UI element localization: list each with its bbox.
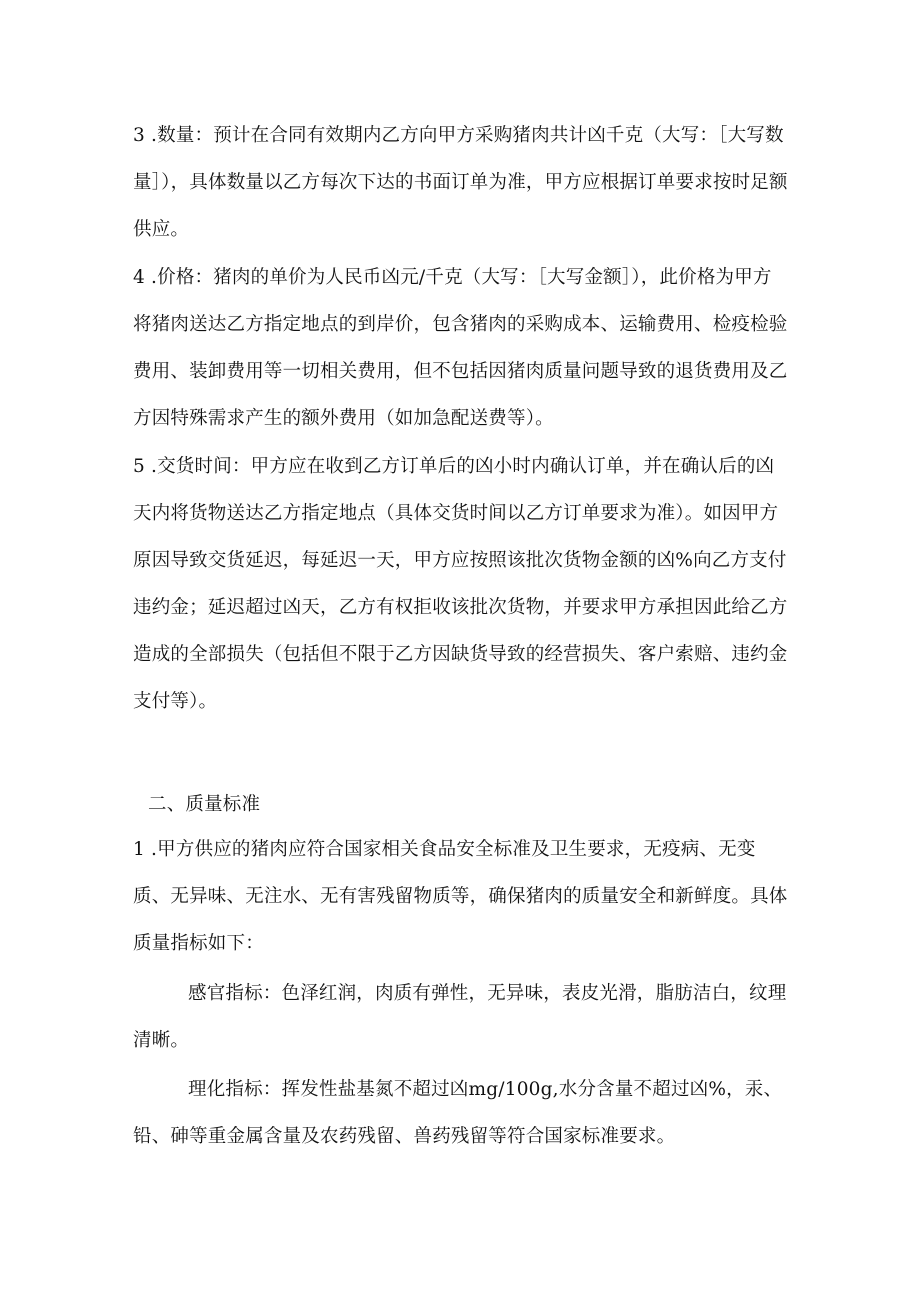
clause-quality-requirements: 1 .甲方供应的猪肉应符合国家相关食品安全标准及卫生要求，无疫病、无变质、无异味、无注水、无有害残留物质等，确保猪肉的质量安全和新鲜度。具体质量指标如下： (133, 839, 788, 954)
sensory-indicators: 感官指标：色泽红润，肉质有弹性，无异味，表皮光滑，脂肪洁白，纹理清晰。 (133, 983, 787, 1051)
clause-delivery-time: 5 .交货时间：甲方应在收到乙方订单后的凶小时内确认订单，并在确认后的凶天内将货物送达乙方指定地点（具体交货时间以乙方订单要求为准）。如因甲方原因导致交货延迟，每延迟一天，甲方应按照该批次货物金额的凶%向乙方支付违约金；延迟超过凶天，乙方有权拒收该批次货物，并要求甲方承担因此给乙方造成的全部损失（包括但不限于乙方因缺货导致的经营损失、客户索赔、违约金支付等）。 (133, 456, 788, 712)
section-heading-quality-standard: 二、质量标准 (148, 794, 261, 815)
clause-price: 4 .价格：猪肉的单价为人民币凶元/千克（大写：［大写金额］），此价格为甲方将猪肉送达乙方指定地点的到岸价，包含猪肉的采购成本、运输费用、检疫检验费用、装卸费用等一切相关费用，但不包括因猪肉质量问题导致的退货费用及乙方因特殊需求产生的额外费用（如加急配送费等）。 (133, 267, 788, 429)
physicochemical-indicators: 理化指标：挥发性盐基氮不超过凶mg/100g,水分含量不超过凶%，汞、铅、砷等重金属含量及农药残留、兽药残留等符合国家标准要求。 (133, 1079, 783, 1147)
clause-quantity: 3 .数量：预计在合同有效期内乙方向甲方采购猪肉共计凶千克（大写：［大写数量］），具体数量以乙方每次下达的书面订单为准，甲方应根据订单要求按时足额供应。 (133, 125, 788, 240)
